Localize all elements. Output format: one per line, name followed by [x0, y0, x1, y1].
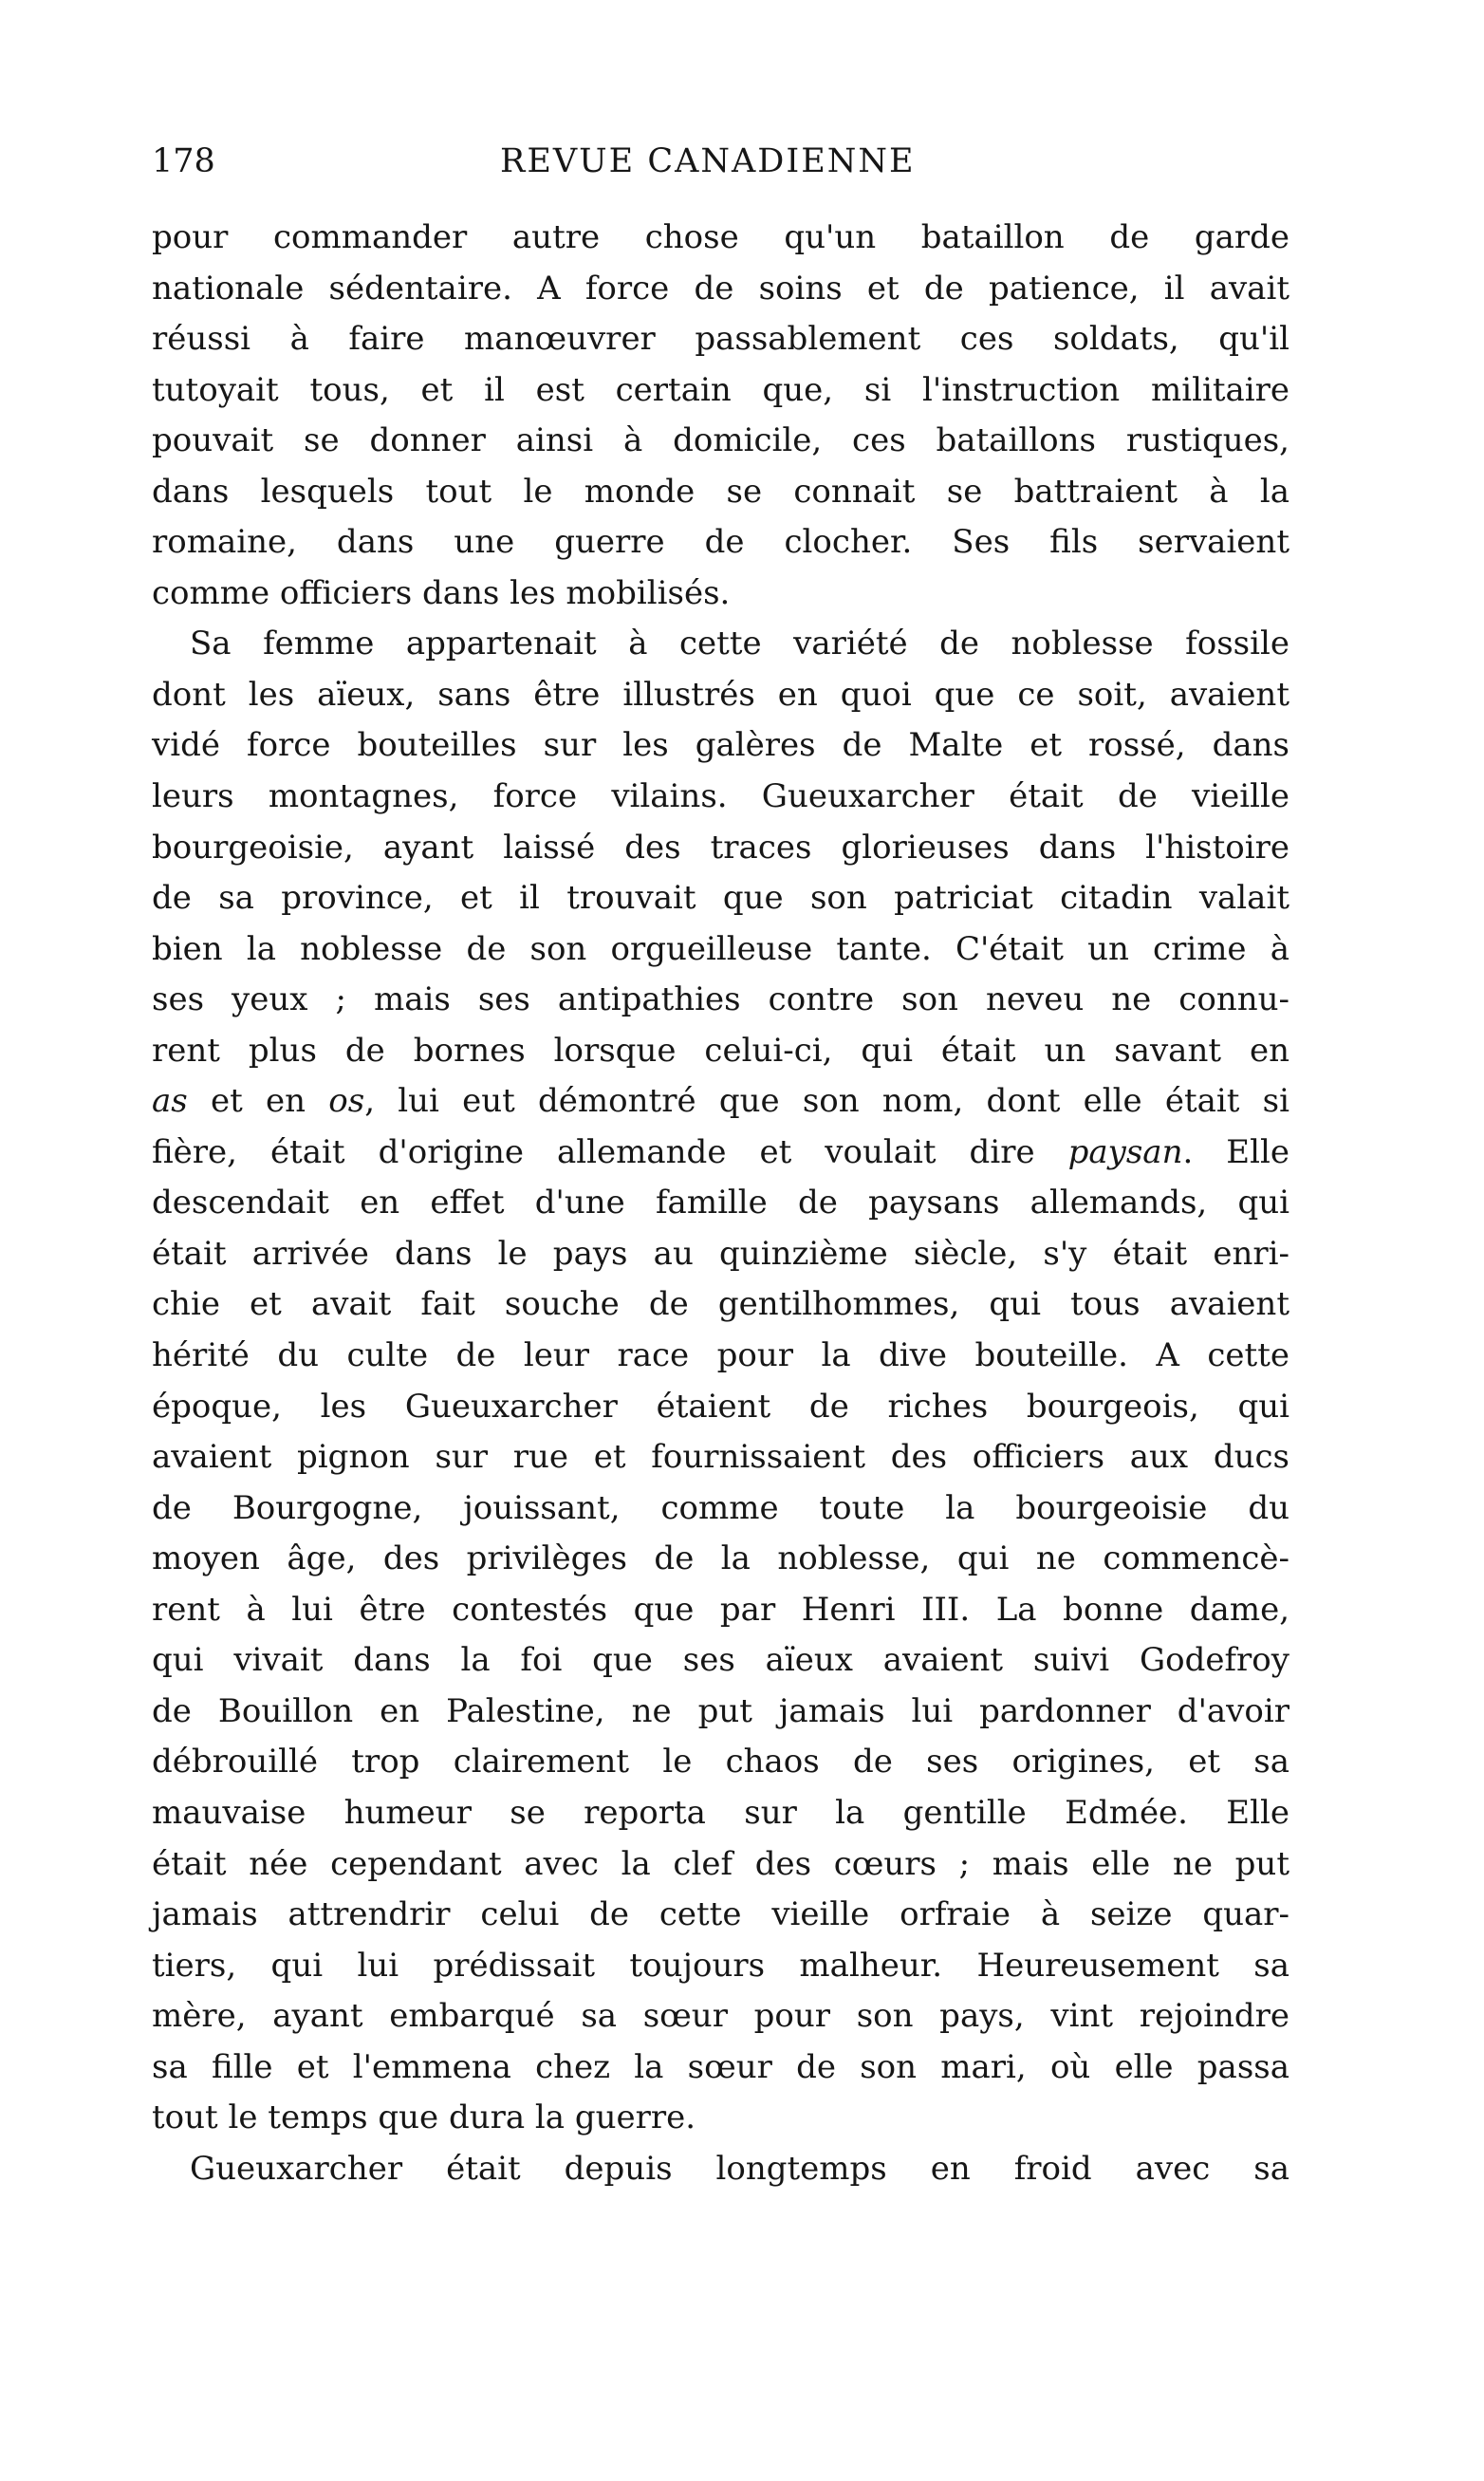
text-line: leurs montagnes, force vilains. Gueuxarcher était de vieille: [152, 777, 1289, 816]
text-line: dans lesquels tout le monde se connait se battraient à la: [152, 472, 1289, 511]
text-line: chie et avait fait souche de gentilhommes, qui tous avaient: [152, 1285, 1289, 1324]
text-line: débrouillé trop clairement le chaos de ses origines, et sa: [152, 1743, 1289, 1781]
running-title: REVUE CANADIENNE: [500, 142, 916, 180]
text-line: descendait en effet d'une famille de paysans allemands, qui: [152, 1184, 1289, 1222]
text-line: jamais attrendrir celui de cette vieille orfraie à seize quar-: [152, 1895, 1289, 1934]
text-line: de Bouillon en Palestine, ne put jamais lui pardonner d'avoir: [152, 1691, 1289, 1730]
body-text: [152, 213, 1289, 2194]
text-line-with-italics: [152, 1128, 1289, 1179]
text-line: bien la noblesse de son orgueilleuse tante. C'était un crime à: [152, 929, 1289, 968]
text-line: ses yeux ; mais ses antipathies contre son neveu ne connu-: [152, 980, 1289, 1019]
text-line: qui vivait dans la foi que ses aïeux avaient suivi Godefroy: [152, 1641, 1289, 1680]
text-line: époque, les Gueuxarcher étaient de riches bourgeois, qui: [152, 1387, 1289, 1426]
italic-word: paysan: [1067, 1132, 1183, 1171]
text-line: rent à lui être contestés que par Henri III. La bonne dame,: [152, 1590, 1289, 1629]
page-number: 178: [152, 142, 215, 180]
text-line: de sa province, et il trouvait que son patriciat citadin valait: [152, 879, 1289, 918]
text-line: bourgeoisie, ayant laissé des traces glorieuses dans l'histoire: [152, 828, 1289, 867]
text-line: avaient pignon sur rue et fournissaient des officiers aux ducs: [152, 1438, 1289, 1477]
running-head: [152, 138, 1290, 185]
text-line: sa fille et l'emmena chez la sœur de son mari, où elle passa: [152, 2047, 1289, 2086]
text-line: mauvaise humeur se reporta sur la gentille Edmée. Elle: [152, 1793, 1289, 1832]
paragraph-end-line: comme officiers dans les mobilisés.: [152, 573, 731, 612]
text-line: était arrivée dans le pays au quinzième siècle, s'y était enri-: [152, 1234, 1289, 1273]
text-fragment: . Elle: [1182, 1132, 1289, 1171]
text-line-with-italics: [152, 1076, 1289, 1128]
text-line: mère, ayant embarqué sa sœur pour son pays, vint rejoindre: [152, 1997, 1289, 2036]
paragraph-first-line: Sa femme appartenait à cette variété de noblesse fossile: [190, 625, 1289, 663]
text-line: de Bourgogne, jouissant, comme toute la bourgeoisie du: [152, 1488, 1289, 1527]
text-line: vidé force bouteilles sur les galères de Malte et rossé, dans: [152, 726, 1289, 765]
paragraph-first-line: Gueuxarcher était depuis longtemps en froid avec sa: [190, 2149, 1289, 2188]
text-line: dont les aïeux, sans être illustrés en quoi que ce soit, avaient: [152, 675, 1289, 714]
text-line: tiers, qui lui prédissait toujours malheur. Heureusement sa: [152, 1946, 1289, 1985]
text-line: moyen âge, des privilèges de la noblesse, qui ne commencè-: [152, 1539, 1289, 1578]
text-fragment: fière, était d'origine allemande et voulait dire: [152, 1132, 1035, 1171]
italic-word: as: [152, 1082, 188, 1121]
text-fragment: et en: [210, 1082, 306, 1121]
text-line: tutoyait tous, et il est certain que, si l'instruction militaire: [152, 370, 1289, 409]
text-line: était née cependant avec la clef des cœurs ; mais elle ne put: [152, 1844, 1289, 1883]
text-line: nationale sédentaire. A force de soins et de patience, il avait: [152, 269, 1289, 308]
text-line: romaine, dans une guerre de clocher. Ses fils servaient: [152, 523, 1289, 562]
text-line: hérité du culte de leur race pour la dive bouteille. A cette: [152, 1336, 1289, 1375]
text-line: pouvait se donner ainsi à domicile, ces bataillons rustiques,: [152, 421, 1289, 460]
text-line: pour commander autre chose qu'un bataillon de garde: [152, 218, 1289, 256]
paragraph-end-line: tout le temps que dura la guerre.: [152, 2099, 696, 2137]
text-fragment: , lui eut démontré que son nom, dont elle était si: [364, 1082, 1289, 1121]
italic-word: os: [328, 1082, 365, 1121]
text-line: réussi à faire manœuvrer passablement ces soldats, qu'il: [152, 320, 1289, 359]
text-line: rent plus de bornes lorsque celui-ci, qui était un savant en: [152, 1031, 1289, 1070]
